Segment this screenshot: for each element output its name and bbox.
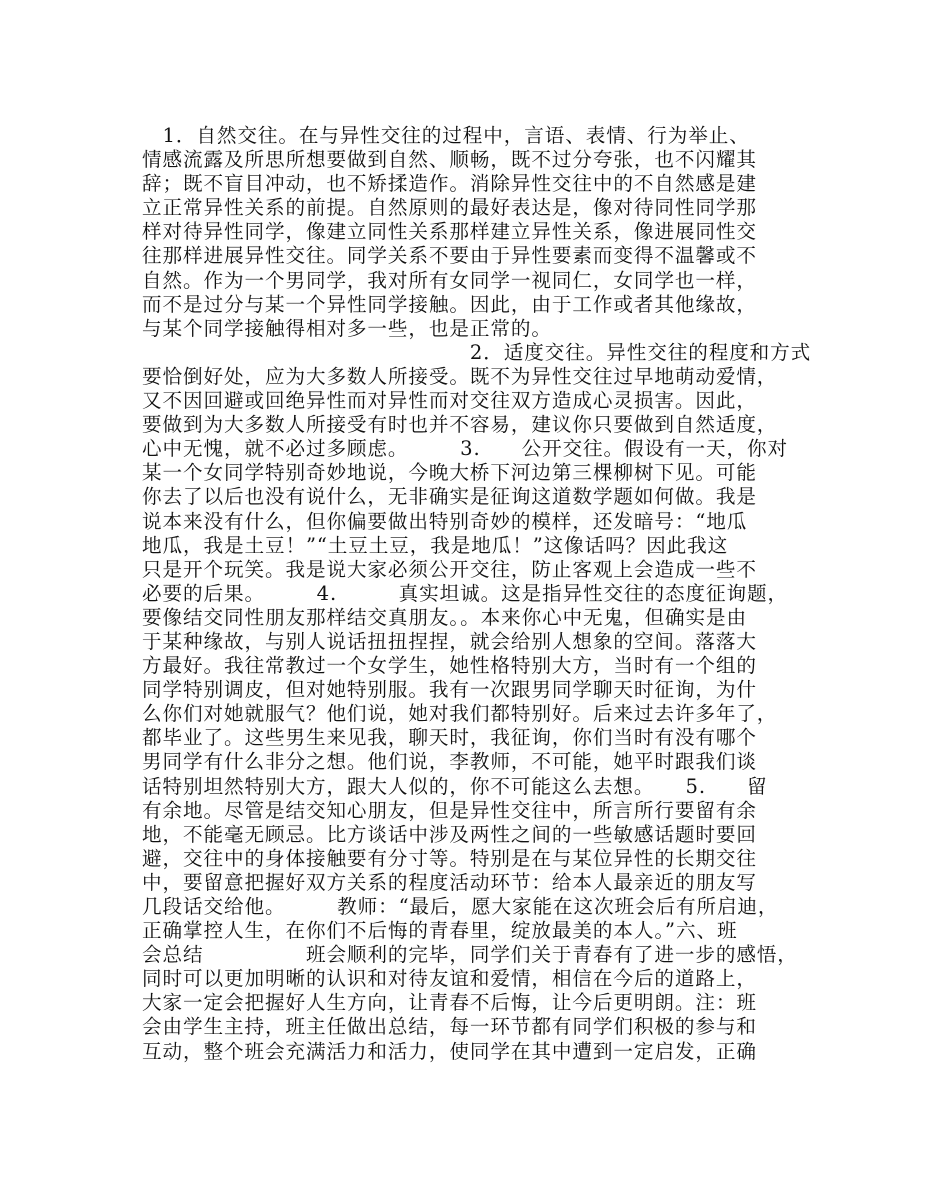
text-line: 都毕业了。这些男生来见我，聊天时，我征询，你们当时有没有哪个: [142, 726, 757, 750]
text-line: 往那样进展异性交往。同学关系不要由于异性要素而变得不温馨或不: [142, 244, 757, 268]
text-line: 中，要留意把握好双方关系的程度活动环节：给本人最亲近的朋友写: [142, 870, 757, 894]
text-line: 地，不能毫无顾忌。比方谈话中涉及两性之间的一些敏感话题时要回: [142, 822, 757, 846]
text-line: 某一个女同学特别奇妙地说，今晚大桥下河边第三棵柳树下见。可能: [142, 461, 757, 485]
text-line: 互动，整个班会充满活力和活力，使同学在其中遭到一定启发，正确: [142, 1039, 757, 1063]
text-line: 要做到为大多数人所接受有时也并不容易，建议你只要做到自然适度，: [142, 413, 778, 437]
text-line: 男同学有什么非分之想。他们说，李教师，不可能，她平时跟我们谈: [142, 750, 757, 774]
text-line: 必要的后果。 4. 真实坦诚。这是指异性交往的态度征询题，: [142, 581, 788, 605]
text-line: 1．自然交往。在与异性交往的过程中，言语、表情、行为举止、: [142, 124, 750, 147]
text-line: 同学特别调皮，但对她特别服。我有一次跟男同学聊天时征询，为什: [142, 678, 757, 702]
text-line: 大家一定会把握好人生方向，让青春不后悔，让今后更明朗。注：班: [142, 991, 757, 1015]
text-line: 于某种缘故，与别人说话扭扭捏捏，就会给别人想象的空间。落落大: [142, 629, 757, 653]
text-line: 与某个同学接触得相对多一些，也是正常的。: [142, 316, 552, 340]
text-line: 几段话交给他。 教师：“最后，愿大家能在这次班会后有所启迪，: [142, 895, 779, 918]
text-line: 而不是过分与某一个异性同学接触。因此，由于工作或者其他缘故，: [142, 292, 757, 316]
text-line: 会由学生主持，班主任做出总结，每一环节都有同学们积极的参与和: [142, 1015, 757, 1039]
text-line: 心中无愧，就不必过多顾虑。 3. 公开交往。假设有一天，你对: [142, 437, 788, 461]
text-line: 情感流露及所思所想要做到自然、顺畅，既不过分夸张，也不闪耀其: [142, 148, 757, 172]
text-line: 避，交往中的身体接触要有分寸等。特别是在与某位异性的长期交往: [142, 846, 757, 870]
text-line: 辞；既不盲目冲动，也不矫揉造作。消除异性交往中的不自然感是建: [142, 172, 757, 196]
text-line: 同时可以更加明晰的认识和对待友谊和爱情，相信在今后的道路上，: [142, 967, 757, 991]
text-line: 要像结交同性朋友那样结交真朋友。。本来你心中无鬼，但确实是由: [142, 605, 748, 629]
text-line: 说本来没有什么，但你偏要做出特别奇妙的模样，还发暗号：“地瓜: [142, 509, 748, 533]
text-line: 话特别坦然特别大方，跟大人似的，你不可能这么去想。 5. 留: [142, 774, 768, 798]
text-line: 样对待异性同学，像建立同性关系那样建立异性关系，像进展同性交: [142, 220, 757, 244]
text-line: 有余地。尽管是结交知心朋友，但是异性交往中，所言所行要留有余: [142, 798, 757, 822]
text-line: 2．适度交往。异性交往的程度和方式: [142, 340, 812, 364]
text-line: 自然。作为一个男同学，我对所有女同学一视同仁，女同学也一样，: [142, 268, 757, 292]
text-line: 正确掌控人生，在你们不后悔的青春里，绽放最美的本人。”六、班: [142, 919, 738, 943]
text-line: 会总结 班会顺利的完毕，同学们关于青春有了进一步的感悟，: [142, 943, 798, 967]
text-line: 地瓜，我是土豆！”“土豆土豆，我是地瓜！”这像话吗？因此我这: [142, 533, 729, 557]
text-line: 又不因回避或回绝异性而对异性而对交往双方造成心灵损害。因此，: [142, 389, 757, 413]
document-body-text: [142, 124, 812, 1064]
text-line: 只是开个玩笑。我是说大家必须公开交往，防止客观上会造成一些不: [142, 557, 757, 581]
text-line: 你去了以后也没有说什么，无非确实是征询这道数学题如何做。我是: [142, 485, 757, 509]
text-line: 立正常异性关系的前提。自然原则的最好表达是，像对待同性同学那: [142, 196, 757, 220]
text-line: 要恰倒好处，应为大多数人所接受。既不为异性交往过早地萌动爱情，: [142, 364, 778, 388]
text-line: 方最好。我往常教过一个女学生，她性格特别大方，当时有一个组的: [142, 654, 757, 678]
text-line: 么你们对她就服气？他们说，她对我们都特别好。后来过去许多年了，: [142, 702, 778, 726]
